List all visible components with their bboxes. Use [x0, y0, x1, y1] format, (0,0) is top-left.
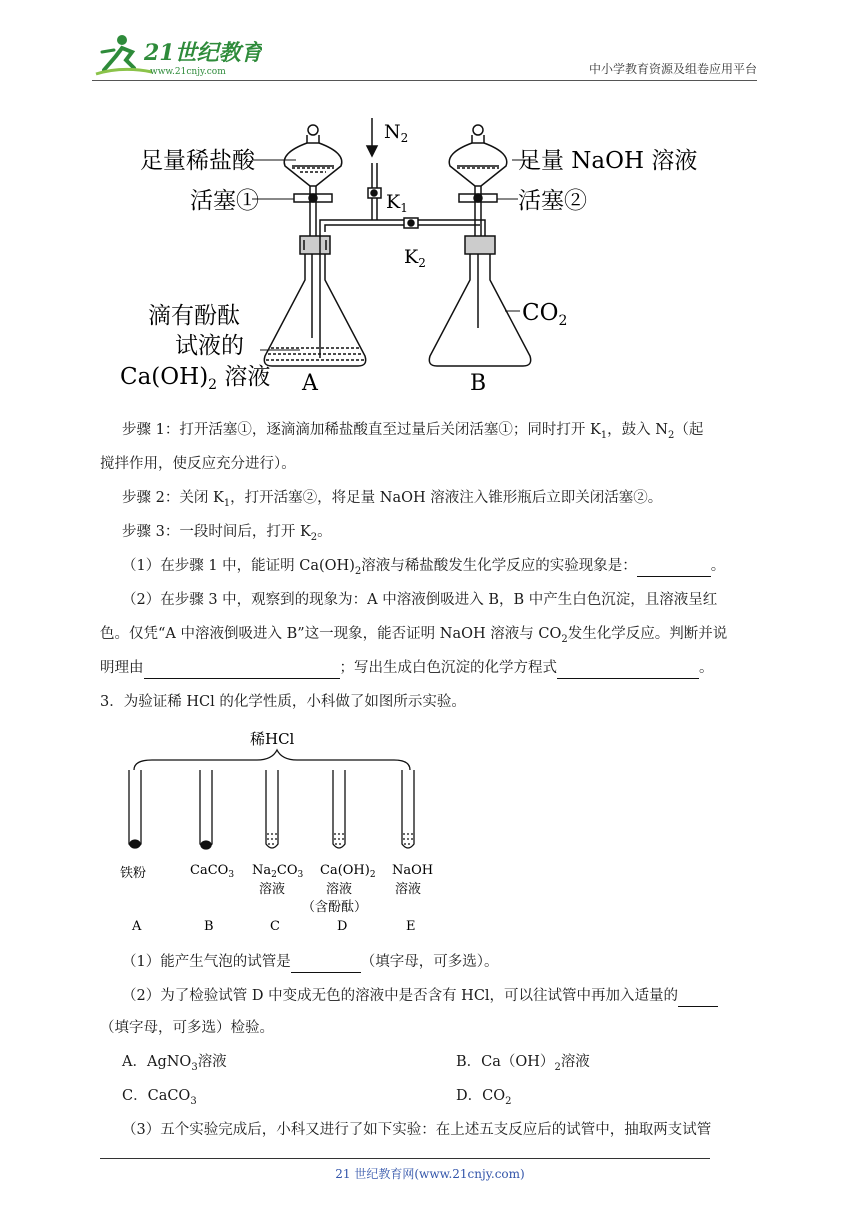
- tube-d-label-2: 溶液: [326, 882, 353, 897]
- answer-blank[interactable]: [291, 952, 361, 973]
- tube-b-label: CaCO$_3$: [190, 863, 235, 880]
- q2-part-1: （1）在步骤 1 中，能证明 $Ca(OH)_2$溶液与稀盐酸发生化学反应的实验现象是： 。: [122, 558, 726, 577]
- logo-text: 21世纪教育: [144, 40, 262, 66]
- header-right-text: 中小学教育资源及组卷应用平台: [588, 62, 757, 76]
- tube-a-label: 铁粉: [120, 866, 147, 881]
- step-1-line-2: 搅拌作用，使反应充分进行）。: [100, 456, 296, 472]
- q3-part-2-line-1: （2）为了检验试管 D 中变成无色的溶液中是否含有 HCl，可以往试管中再加入适量的: [122, 986, 718, 1007]
- site-logo: [92, 30, 262, 82]
- q3-title: 3．为验证稀 HCl 的化学性质，小科做了如图所示实验。: [100, 694, 466, 710]
- q2-part-2-line-3: 明理由 ；写出生成白色沉淀的化学方程式 。: [100, 658, 714, 679]
- naoh-label: 足量 NaOH 溶液: [518, 148, 698, 174]
- answer-blank[interactable]: [557, 658, 699, 679]
- option-b[interactable]: B．$Ca(OH)_2$溶液: [456, 1054, 590, 1073]
- valve2-label: 活塞②: [518, 188, 587, 214]
- q3-part-3: （3）五个实验完成后，小科又进行了如下实验：在上述五支反应后的试管中，抽取两支试管: [122, 1122, 712, 1138]
- header-divider: [92, 80, 757, 81]
- apparatus-figure: [120, 108, 720, 398]
- n2-label: $N_2$: [384, 121, 409, 145]
- flask-a-label: A: [302, 371, 318, 396]
- tube-letter-e: E: [406, 919, 416, 934]
- hcl-label: 足量稀盐酸: [140, 148, 255, 174]
- co2-label: $CO_2$: [522, 300, 568, 329]
- tube-c-label-1: $Na_2CO_3$: [252, 863, 304, 880]
- right-flask: [429, 236, 530, 366]
- answer-blank[interactable]: [637, 556, 711, 577]
- step-3: 步骤 3：一段时间后，打开 $K_2$。: [122, 524, 332, 543]
- tube-e-label-2: 溶液: [395, 882, 422, 897]
- tube-a: [129, 770, 141, 848]
- step-1-line-1: 步骤 1：打开活塞①，逐滴滴加稀盐酸直至过量后关闭活塞①；同时打开 $K_1$，鼓入 $N_2$（起: [122, 422, 704, 441]
- footer-divider: [100, 1158, 710, 1159]
- logo-url: www.21cnjy.com: [150, 67, 226, 77]
- left-flask: [264, 228, 365, 366]
- q3-part-1: （1）能产生气泡的试管是 （填字母，可多选）。: [122, 952, 498, 973]
- valve1-label: 活塞①: [190, 188, 259, 214]
- tube-letter-c: C: [270, 919, 280, 934]
- option-d[interactable]: D．$CO_2$: [456, 1088, 512, 1107]
- tube-letter-a: A: [132, 919, 142, 934]
- q2-part-2-line-1: （2）在步骤 3 中，观察到的现象为：A 中溶液倒吸进入 B，B 中产生白色沉淀，且溶液呈红: [122, 592, 718, 608]
- test-tubes-figure: [112, 722, 442, 937]
- answer-blank[interactable]: [144, 658, 340, 679]
- solution-label-3: $Ca(OH)_2$ 溶液: [120, 364, 271, 393]
- tube-e-label-1: NaOH: [392, 863, 434, 878]
- solution-label-2: 试液的: [175, 333, 244, 359]
- left-funnel: [284, 125, 342, 238]
- k2-label: $K_2$: [404, 246, 426, 270]
- step-2: 步骤 2：关闭 $K_1$，打开活塞②，将足量 NaOH 溶液注入锥形瓶后立即关闭活塞②。: [122, 490, 663, 509]
- solution-label-1: 滴有酚酞: [148, 303, 240, 329]
- tube-e: [402, 770, 414, 848]
- tube-letter-b: B: [204, 919, 214, 934]
- k1-label: $K_1$: [386, 191, 408, 215]
- tube-letter-d: D: [337, 919, 348, 934]
- flask-b-label: B: [470, 371, 487, 396]
- q2-part-2-line-2: 色。仅凭“A 中溶液倒吸进入 B”这一现象，能否证明 NaOH 溶液与 $CO_2$发生化学反应。判断并说: [100, 626, 728, 645]
- option-a[interactable]: A．AgNO$_3$溶液: [122, 1054, 227, 1073]
- option-c[interactable]: C．CaCO$_3$: [122, 1088, 197, 1107]
- tube-c: [266, 770, 278, 848]
- brace: [134, 750, 410, 770]
- tube-d-label-1: $Ca(OH)_2$: [320, 863, 376, 880]
- answer-blank[interactable]: [678, 986, 718, 1007]
- footer-text[interactable]: 21 世纪教育网(www.21cnjy.com): [335, 1167, 525, 1181]
- tube-d-label-3: （含酚酞）: [302, 900, 368, 915]
- tube-d: [333, 770, 345, 848]
- hcl-top-label: 稀HCl: [250, 730, 295, 748]
- q3-part-2-line-2: （填字母，可多选）检验。: [100, 1020, 274, 1036]
- tube-c-label-2: 溶液: [259, 882, 286, 897]
- right-funnel: [449, 125, 507, 238]
- tube-b: [200, 770, 212, 849]
